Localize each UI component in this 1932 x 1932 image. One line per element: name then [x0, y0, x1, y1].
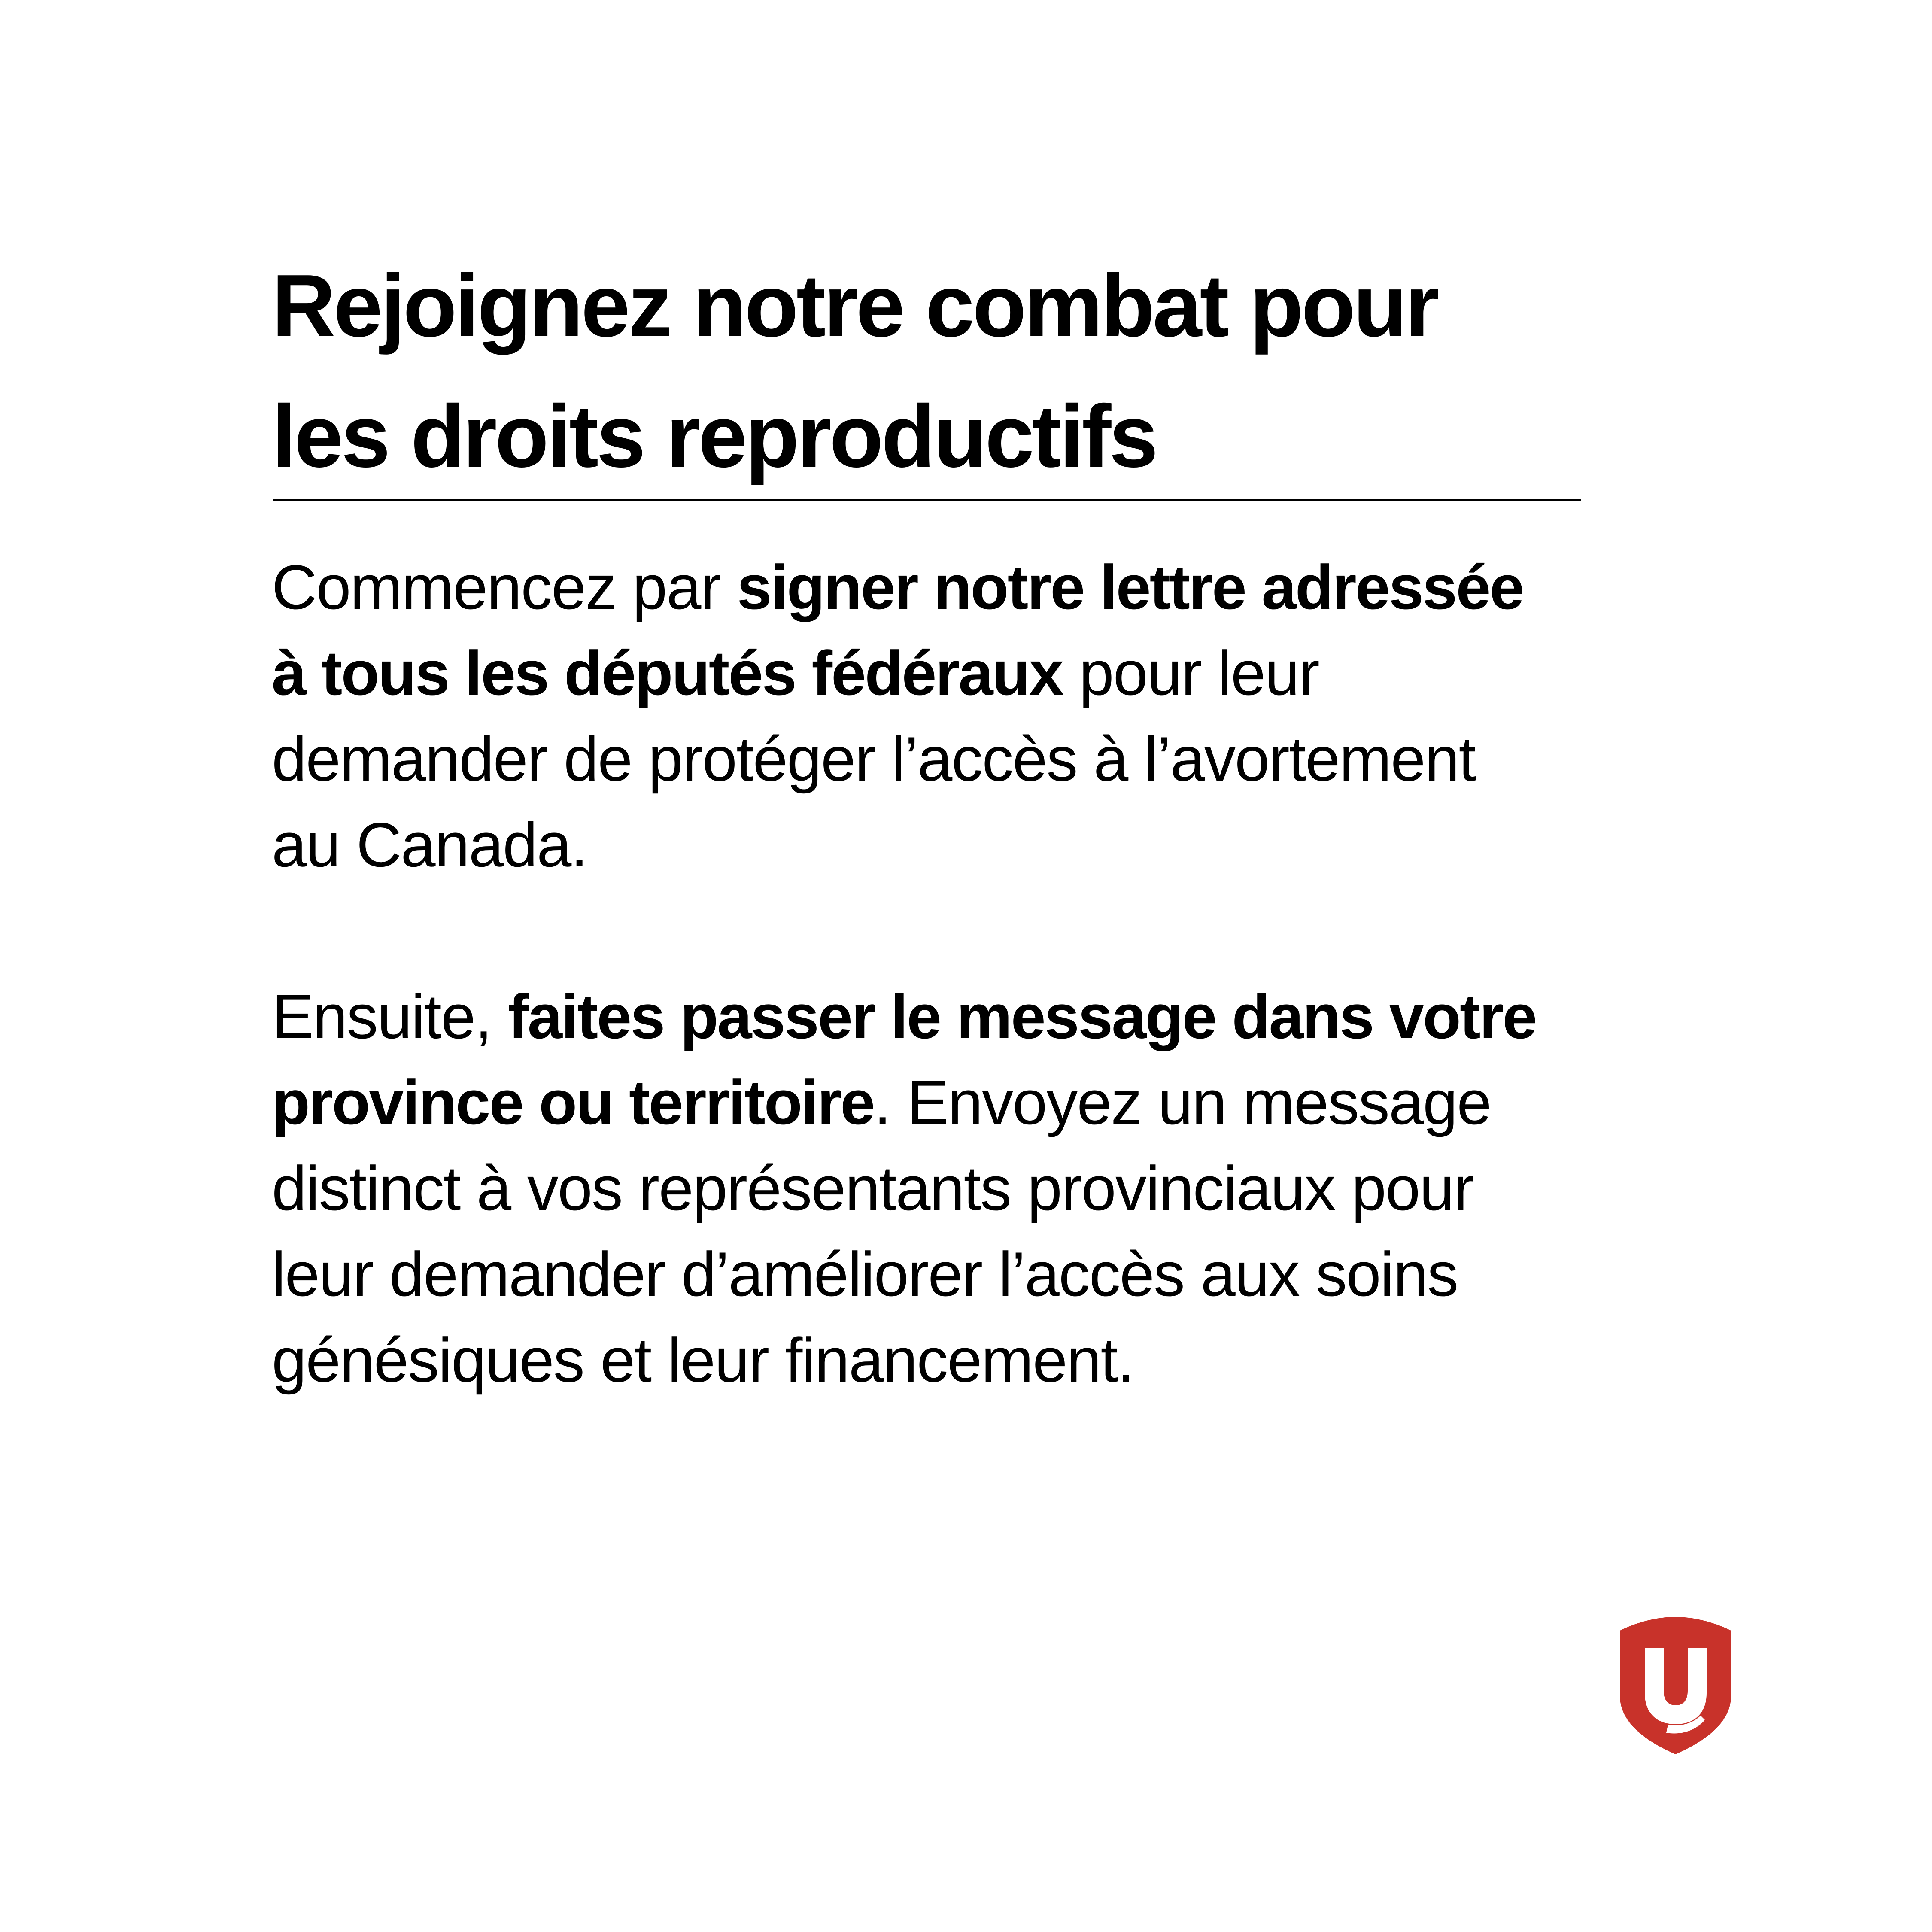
- paragraph-2-line-3: distinct à vos représentants provinciaux pour: [272, 1153, 1474, 1223]
- headline-line-1: Rejoignez notre combat pour: [272, 256, 1437, 355]
- paragraph-sign-letter: [272, 544, 1697, 888]
- paragraph-2-line-5: génésiques et leur financement.: [272, 1325, 1134, 1395]
- paragraph-2-intro: Ensuite,: [272, 981, 508, 1051]
- paragraph-2-bold-line-2: province ou territoire: [272, 1067, 874, 1137]
- headline-line-2: les droits reproductifs: [272, 387, 1156, 486]
- paragraph-1-rest-line-2: pour leur: [1062, 638, 1319, 708]
- paragraph-1-bold-line-1: signer notre lettre adressée: [737, 552, 1523, 622]
- shield-shape: [1620, 1617, 1731, 1754]
- union-shield-logo-icon: [1616, 1614, 1735, 1756]
- paragraph-1-intro: Commencez par: [272, 552, 737, 622]
- paragraph-2-line-4: leur demander d’améliorer l’accès aux soins: [272, 1239, 1458, 1309]
- paragraph-spread-message: [272, 974, 1697, 1403]
- headline: [272, 240, 1603, 501]
- paragraph-1-bold-line-2: à tous les députés fédéraux: [272, 638, 1063, 708]
- headline-divider: [273, 499, 1581, 501]
- paragraph-2-bold-line-1: faites passer le message dans votre: [508, 981, 1536, 1051]
- paragraph-2-rest-line-2: . Envoyez un message: [874, 1067, 1491, 1137]
- paragraph-1-line-3: demander de protéger l’accès à l’avortement: [272, 724, 1476, 794]
- paragraph-1-line-4: au Canada.: [272, 810, 587, 880]
